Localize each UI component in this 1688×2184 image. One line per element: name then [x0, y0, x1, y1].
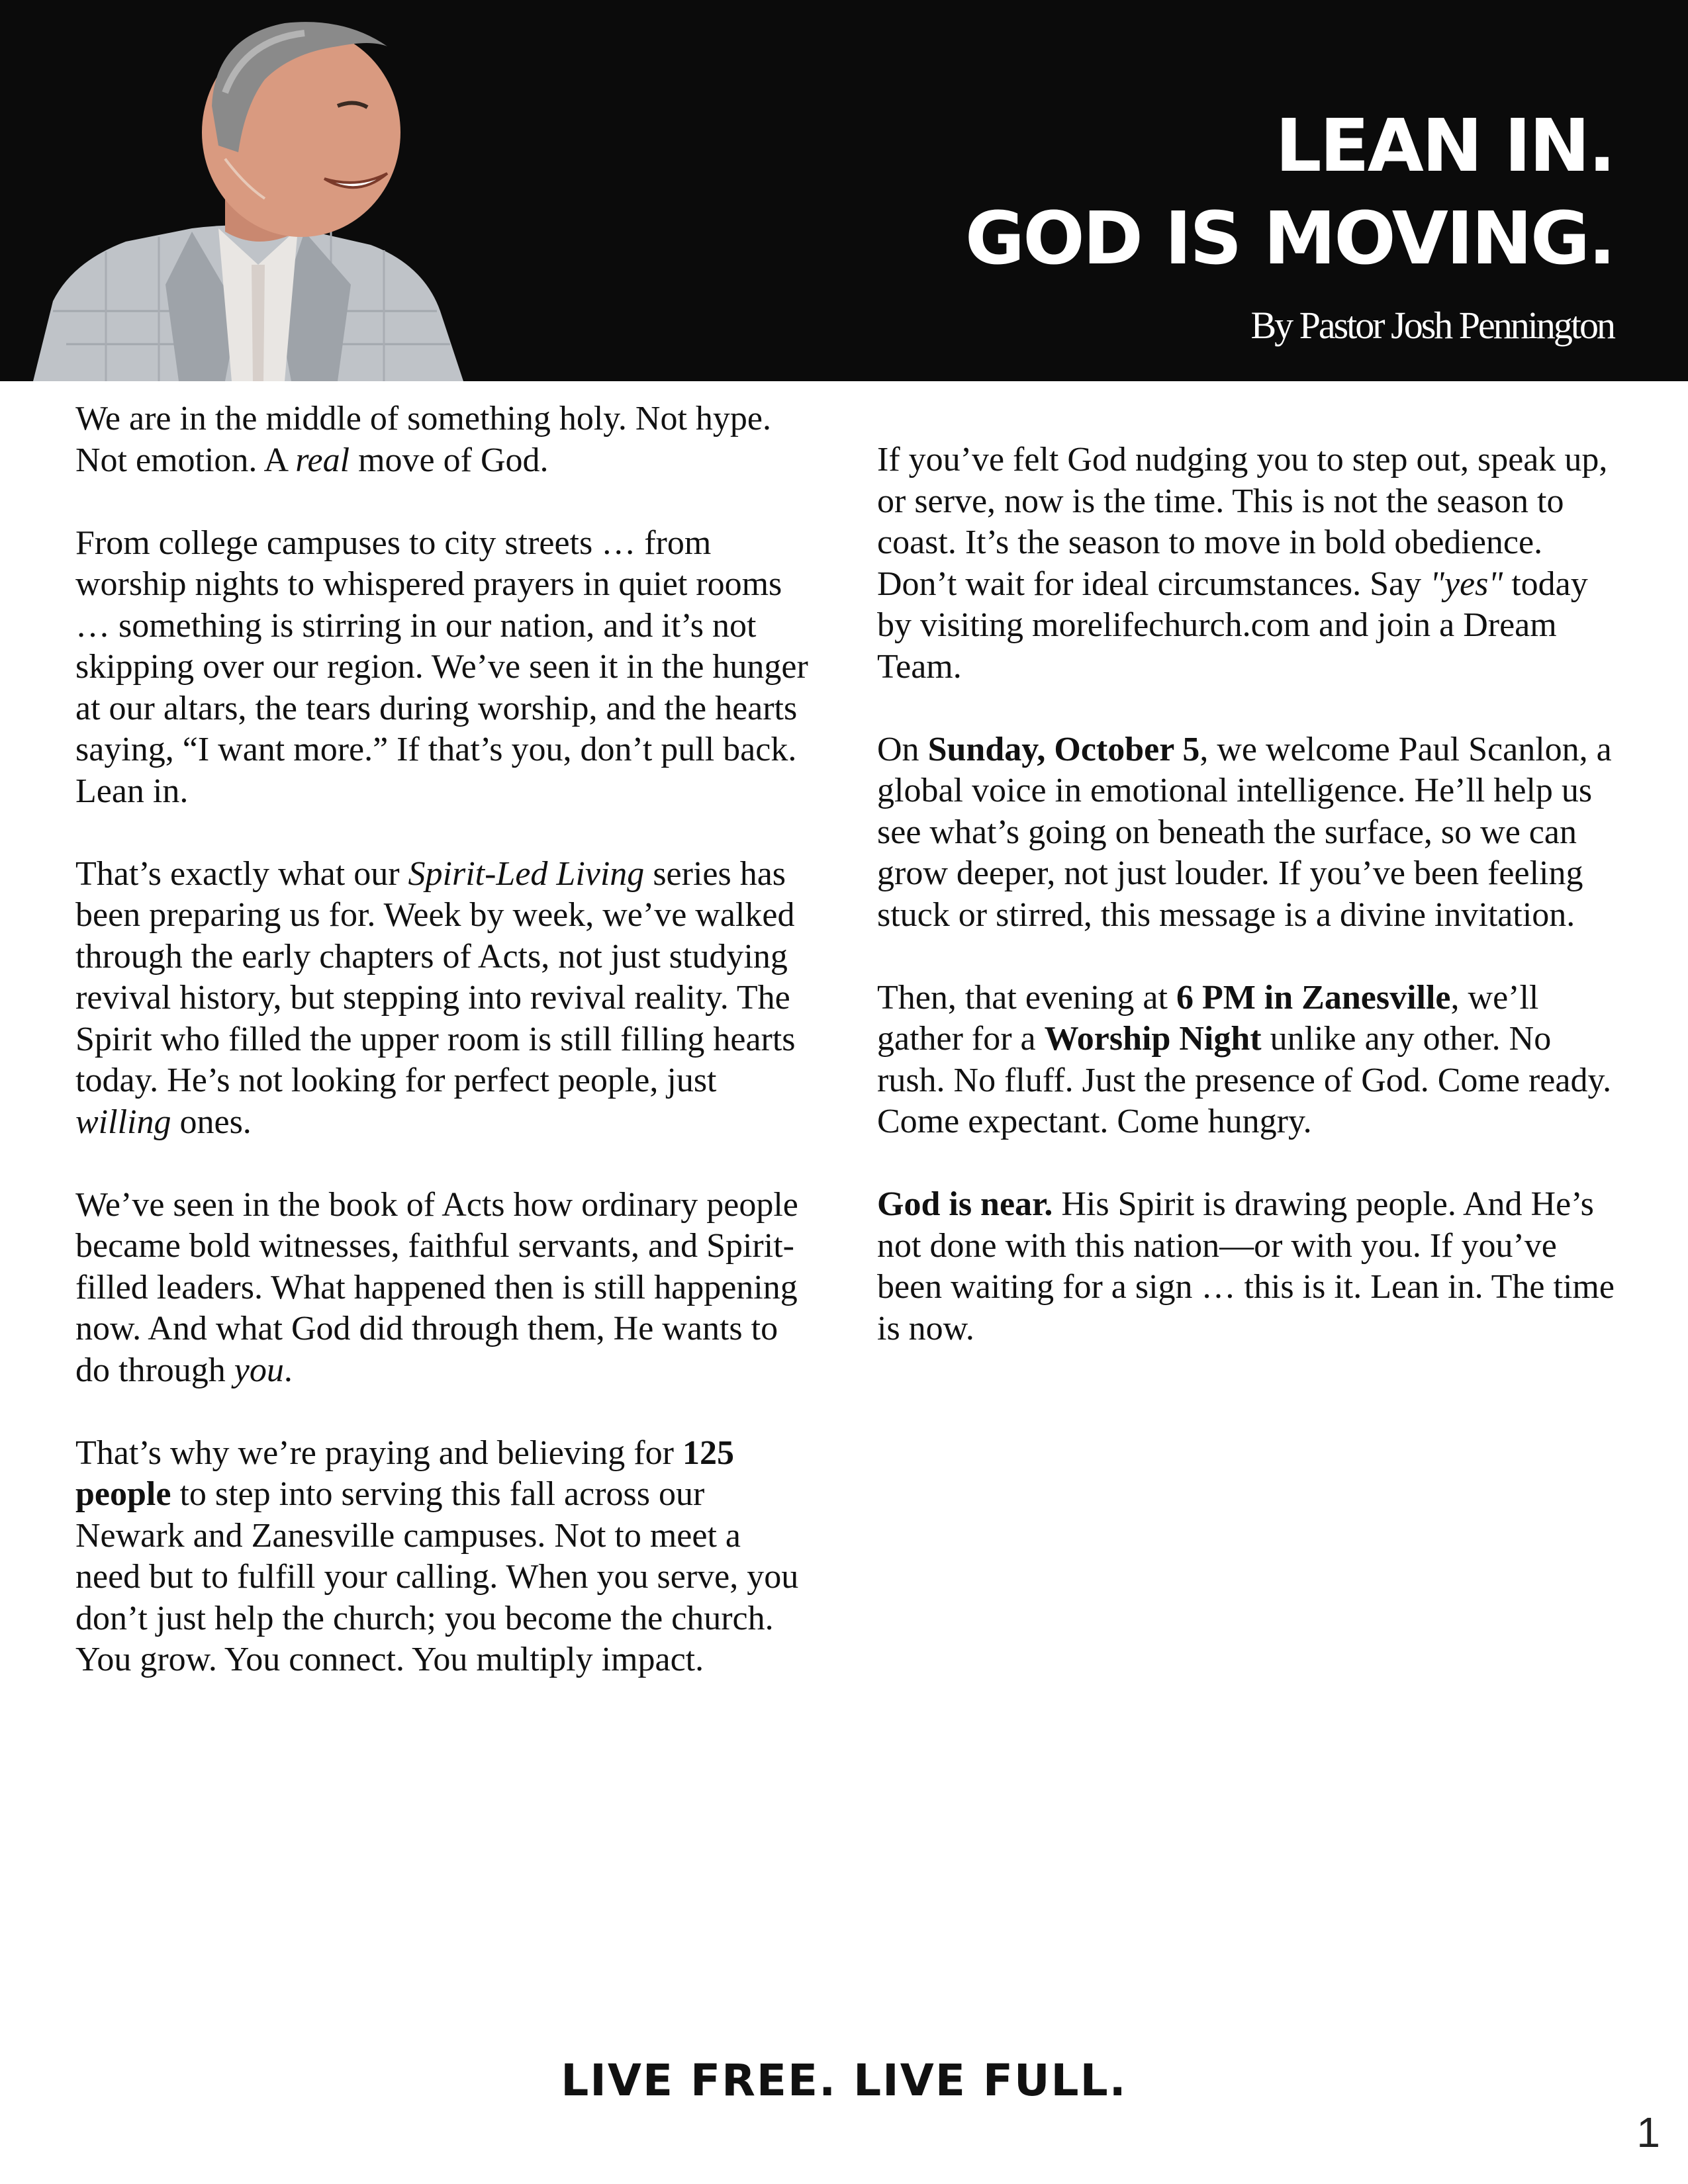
text-run: unlike any other. No rush. No fluff. Just the presence of God. Come ready. Come expectant. Come hungry.	[877, 1020, 1612, 1140]
text-run: to step into serving this fall across our Newark and Zanesville campuses. Not to meet a need but to fulfill your calling. When you serve, you don’t just help the church; you become the church. You grow. You connect. You multiply impact.	[75, 1475, 799, 1678]
text-run: We are in the middle of something holy. Not hype. Not emotion. A	[75, 400, 771, 479]
pastor-portrait-image	[26, 0, 463, 381]
footer-tagline: LIVE FREE. LIVE FULL.	[561, 2055, 1127, 2106]
author-byline: By Pastor Josh Pennington	[1250, 304, 1614, 347]
text-run: On	[877, 730, 928, 768]
paragraph	[75, 398, 814, 481]
text-run: That’s exactly what our	[75, 854, 408, 893]
event-name: Worship Night	[1044, 1020, 1262, 1058]
paragraph	[877, 729, 1615, 936]
event-date: Sunday, October 5	[927, 730, 1200, 768]
bold-text: 125 people	[75, 1433, 734, 1513]
paragraph	[877, 439, 1615, 688]
event-time-location: 6 PM in Zanesville	[1176, 978, 1451, 1017]
article-column-right	[877, 439, 1615, 1391]
text-run: .	[283, 1351, 293, 1389]
bold-text: God is near.	[877, 1185, 1053, 1223]
article-column-left	[75, 398, 814, 1722]
paragraph	[75, 1185, 814, 1392]
text-run: , we welcome Paul Scanlon, a global voice in emotional intelligence. He’ll help us see what’s going on beneath the surface, so we can grow deeper, not just louder. If you’ve been feeling stuck or stirred, this message is a divine invitation.	[877, 730, 1612, 934]
paragraph	[877, 978, 1615, 1143]
paragraph: From college campuses to city streets … from worship nights to whispered prayers in quiet rooms … something is stirring in our nation, and it’s not skipping over our region. We’ve seen it in the hunger at our altars, the tears during worship, and the hearts saying, “I want more.” If that’s you, don’t pull back. Lean in.	[75, 523, 808, 810]
paragraph	[75, 1433, 814, 1681]
text-run: His Spirit is drawing people. And He’s not done with this nation—or with you. If you’ve been waiting for a sign … this is it. Lean in. The time is now.	[877, 1185, 1615, 1347]
text-run: today by visiting morelifechurch.com and join a Dream Team.	[877, 565, 1588, 686]
paragraph	[75, 854, 814, 1144]
text-run: Then, that evening at	[877, 978, 1176, 1017]
emphasis-text: real	[295, 441, 350, 479]
text-run: move of God.	[350, 441, 549, 479]
emphasis-text: you	[234, 1351, 284, 1389]
page-title	[687, 99, 1614, 285]
series-name: Spirit-Led Living	[408, 854, 645, 893]
header-banner	[0, 0, 1688, 381]
page-number: 1	[1636, 2109, 1660, 2156]
title-line-2: GOD IS MOVING.	[964, 196, 1614, 281]
text-run: That’s why we’re praying and believing for	[75, 1433, 682, 1472]
title-line-1: LEAN IN.	[1275, 103, 1614, 188]
text-run: series has been preparing us for. Week by week, we’ve walked through the early chapters of Acts, not just studying revival history, but stepping into revival reality. The Spirit who filled the upper room is still filling hearts today. He’s not looking for perfect people, just	[75, 854, 796, 1099]
text-run: We’ve seen in the book of Acts how ordinary people became bold witnesses, faithful servants, and Spirit-filled leaders. What happened then is still happening now. And what God did through them, He wants to do through	[75, 1185, 798, 1389]
text-run: If you’ve felt God nudging you to step out, speak up, or serve, now is the time. This is not the season to coast. It’s the season to move in bold obedience. Don’t wait for ideal circumstances. Say	[877, 441, 1608, 603]
text-run: , we’ll gather for a	[877, 978, 1539, 1058]
emphasis-text: "yes"	[1430, 565, 1503, 603]
paragraph	[877, 1184, 1615, 1349]
text-run: ones.	[171, 1103, 252, 1141]
emphasis-text: willing	[75, 1103, 171, 1141]
